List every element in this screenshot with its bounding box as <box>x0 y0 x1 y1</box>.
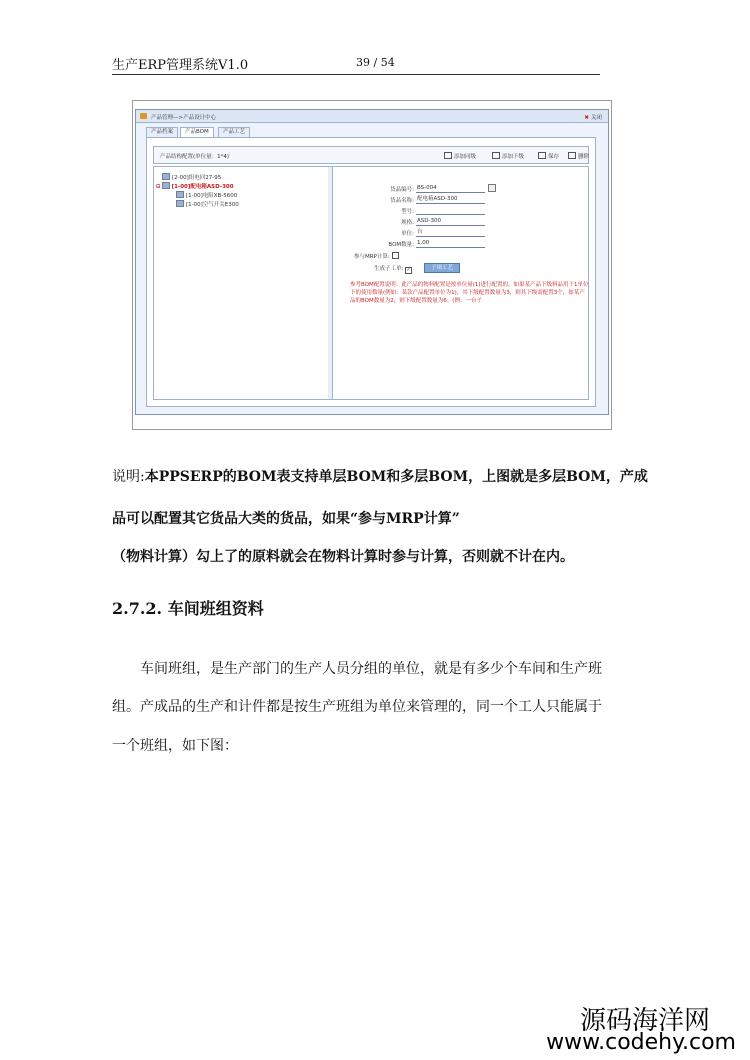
add-sibling-label: 添加同级 <box>454 154 477 160</box>
delete-icon <box>568 152 576 159</box>
tree-node[interactable] <box>162 173 221 181</box>
workorder-checkbox[interactable]: ✓ <box>406 267 411 273</box>
header-rule <box>112 74 600 75</box>
tab-product-file[interactable]: 产品档案 <box>146 127 178 137</box>
field-label: 货品编号: <box>390 187 414 193</box>
watermark-title: 源码海洋网 <box>579 1006 710 1036</box>
form-row-workorder <box>374 264 412 274</box>
form-row-name <box>364 196 414 204</box>
panel-splitter[interactable] <box>328 167 333 399</box>
para-description-3 <box>112 546 574 566</box>
close-button[interactable] <box>584 113 602 121</box>
add-child-button[interactable] <box>492 152 524 160</box>
node-icon <box>162 173 170 180</box>
form-row-code <box>374 185 414 193</box>
window-titlebar <box>136 110 608 123</box>
para-description-1 <box>112 466 648 486</box>
section-title: 车间班组资料 <box>167 599 264 618</box>
para-workshop-3: 一个班组，如下图： <box>112 738 238 754</box>
embedded-screenshot <box>132 100 612 430</box>
product-design-window <box>135 109 609 415</box>
bom-tree <box>154 167 329 399</box>
mrp-checkbox[interactable] <box>392 252 399 259</box>
delete-label: 删除 <box>578 154 590 160</box>
tree-node-label: [1-00]空气开关E300 <box>186 202 239 208</box>
bom-config-note: 参考BOM配置说明：此产品的物料配置是按单位量(1)进行配置的，如果某产品下级料品用于1单位下的使用数量(例如：某款产品配置单位为1)，其下级配置数量为3，则其下级需配置3个，如某产品的BOM数量为2，则下级配置数量为6。(例：一台子 <box>350 282 589 304</box>
add-icon <box>444 152 452 159</box>
product-code-input[interactable]: BS-004 <box>416 185 485 193</box>
form-row-qty <box>369 240 414 248</box>
add-child-icon <box>492 152 500 159</box>
tree-node[interactable] <box>176 191 237 199</box>
bom-panel <box>146 137 596 407</box>
tree-node-label: [2-00]组电回27-95 <box>172 175 222 181</box>
close-icon: ✖ <box>584 115 589 121</box>
form-row-mrp <box>354 252 399 260</box>
form-row-spec <box>374 218 414 226</box>
sub-process-button[interactable]: 子项工艺 <box>424 263 460 273</box>
bom-toolbar <box>153 146 589 164</box>
save-button[interactable] <box>538 152 559 160</box>
tree-node-label: [1-00]配电箱ASD-300 <box>171 184 234 190</box>
close-label: 关闭 <box>590 115 602 121</box>
add-child-label: 添加下级 <box>502 154 525 160</box>
unit-input[interactable]: 台 <box>416 229 485 237</box>
product-name-input[interactable]: 配电箱ASD-300 <box>416 196 485 204</box>
app-icon <box>140 113 147 119</box>
tab-product-process[interactable]: 产品工艺 <box>218 127 250 137</box>
field-label: 型号: <box>401 209 414 215</box>
spec-input[interactable]: ASD-300 <box>416 218 485 226</box>
section-number: 2.7.2. <box>112 599 163 618</box>
para-text: （物料计算）勾上了的原料就会在物料计算时参与计算，否则就不计在内。 <box>112 549 574 565</box>
section-heading <box>112 596 264 619</box>
workorder-label: 生成子工单: <box>374 266 404 272</box>
form-row-unit <box>374 229 414 237</box>
tree-node[interactable] <box>176 200 239 208</box>
node-icon <box>176 191 184 198</box>
lookup-button[interactable] <box>488 184 496 192</box>
save-icon <box>538 152 546 159</box>
tree-node-selected[interactable] <box>156 182 234 190</box>
para-workshop-2: 组。产成品的生产和计件都是按生产班组为单位来管理的，同一个工人只能属于 <box>112 699 602 715</box>
mrp-label: 参与MRP计算: <box>354 254 390 260</box>
document-header-title: 生产ERP管理系统V1.0 <box>112 58 249 73</box>
window-title: 产品管理—>产品设计中心 <box>151 115 217 121</box>
toolbar-heading: 产品结构配置(单位量：1*4) <box>160 154 230 160</box>
add-sibling-button[interactable] <box>444 152 476 160</box>
form-row-model <box>374 207 414 215</box>
delete-button[interactable] <box>568 152 589 160</box>
para-text: 本PPSERP的BOM表支持单层BOM和多层BOM，上图就是多层BOM，产成 <box>144 469 648 485</box>
save-label: 保存 <box>548 154 560 160</box>
field-label: 规格: <box>401 220 414 226</box>
para-text: 品可以配置其它货品大类的货品，如果“参与MRP计算” <box>112 511 460 527</box>
bom-quantity-input[interactable]: 1.00 <box>416 240 485 248</box>
watermark-url: www.codehy.com <box>546 1030 736 1055</box>
model-input[interactable] <box>416 207 485 215</box>
field-label: 单位: <box>401 231 414 237</box>
field-label: BOM数量: <box>388 242 414 248</box>
para-description-2 <box>112 508 460 528</box>
page-number: 39 / 54 <box>356 56 395 69</box>
field-label: 货品名称: <box>390 198 414 204</box>
node-icon <box>176 200 184 207</box>
collapse-icon[interactable]: ⊟ <box>156 184 161 190</box>
node-icon <box>162 182 170 189</box>
bom-body <box>153 166 589 400</box>
tree-node-label: [1-00]电阻XB-5600 <box>186 193 238 199</box>
para-workshop-1: 车间班组，是生产部门的生产人员分组的单位，就是有多少个车间和生产班 <box>140 661 602 677</box>
tab-product-bom[interactable]: 产品BOM <box>180 127 214 138</box>
para-label: 说明: <box>112 469 145 485</box>
